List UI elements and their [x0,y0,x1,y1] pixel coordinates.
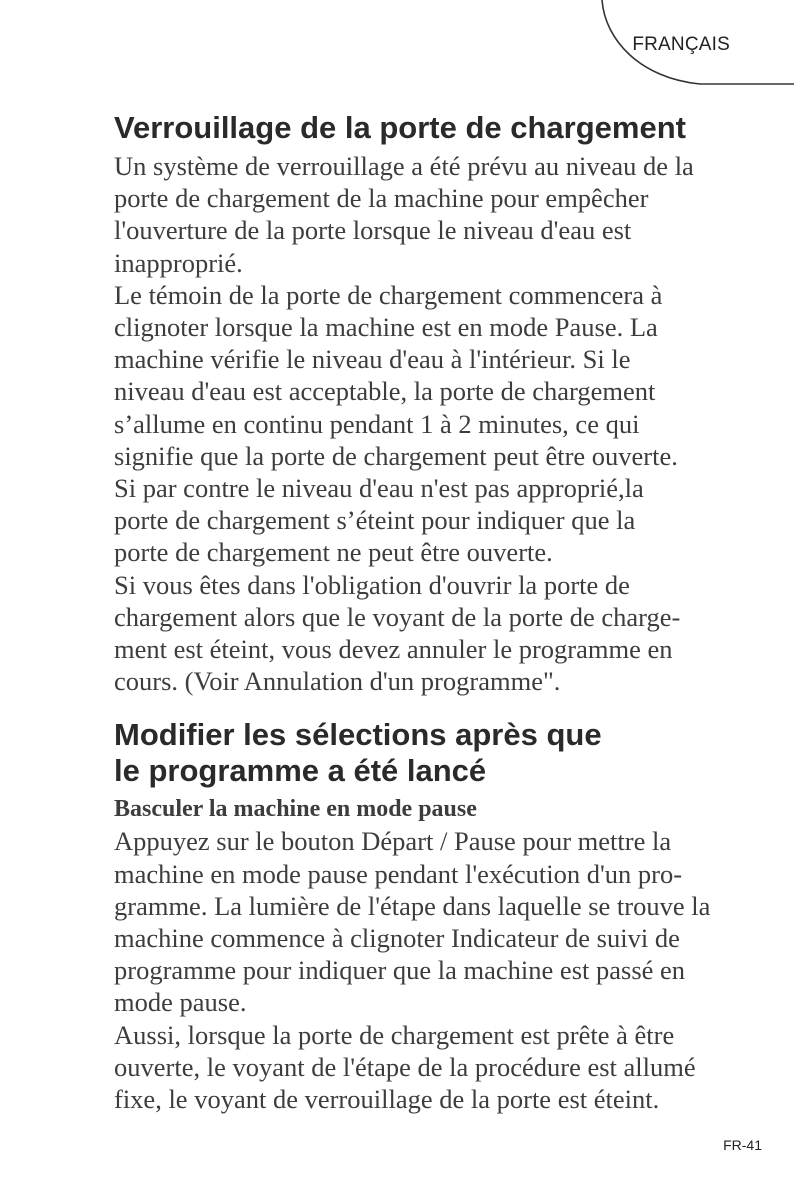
text-line: Le témoin de la porte de chargement commencera à [114,279,663,310]
text-line: cours. (Voir Annulation d'un programme". [114,666,561,697]
text-line: gramme. La lumière de l'étape dans laquelle se trouve la [114,890,711,921]
page-number: FR-41 [723,1137,762,1153]
text-line: machine vérifie le niveau d'eau à l'intérieur. Si le [114,344,631,375]
text-line: machine en mode pause pendant l'exécution d'un pro- [114,858,683,889]
text-line: chargement alors que le voyant de la porte de charge- [114,601,681,632]
text-line: Si vous êtes dans l'obligation d'ouvrir la porte de [114,569,630,600]
subheading-pause-mode: Basculer la machine en mode pause [114,796,477,823]
text-line: fixe, le voyant de verrouillage de la porte est éteint. [114,1084,660,1115]
text-line: Appuyez sur le bouton Départ / Pause pour mettre la [114,826,672,857]
text-line: s’allume en continu pendant 1 à 2 minutes, ce qui [114,408,640,439]
text-line: porte de chargement ne peut être ouverte. [114,537,553,568]
text-line: porte de chargement de la machine pour empêcher [114,183,649,214]
text-line: mode pause. [114,987,247,1018]
page-content [114,110,754,1115]
text-line: machine commence à clignoter Indicateur de suivi de [114,923,680,954]
section-title-line: Modifier les sélections après que [114,717,602,753]
text-line: Un système de verrouillage a été prévu au niveau de la [114,151,694,181]
section-body-modify-selections [114,825,754,1115]
text-line: niveau d'eau est acceptable, la porte de chargement [114,376,656,407]
text-line: porte de chargement s’éteint pour indiquer que la [114,505,636,536]
text-line: ouverte, le voyant de l'étape de la procédure est allumé [114,1051,696,1082]
section-title-line: le programme a été lancé [114,753,487,789]
text-line: inapproprié. [114,247,243,278]
section-body-door-lock [114,150,754,697]
text-line: Si par contre le niveau d'eau n'est pas approprié,la [114,473,644,504]
text-line: ment est éteint, vous devez annuler le programme en [114,634,673,665]
text-line: clignoter lorsque la machine est en mode Pause. La [114,312,658,343]
text-line: signifie que la porte de chargement peut être ouverte. [114,440,678,471]
text-line: programme pour indiquer que la machine est passé en [114,955,686,986]
language-label: FRANÇAIS [632,34,730,55]
text-line: l'ouverture de la porte lorsque le niveau d'eau est [114,215,632,246]
section-title-door-lock: Verrouillage de la porte de chargement [114,110,686,145]
section-title-modify-selections [114,717,754,789]
text-line: Aussi, lorsque la porte de chargement est prête à être [114,1019,675,1050]
